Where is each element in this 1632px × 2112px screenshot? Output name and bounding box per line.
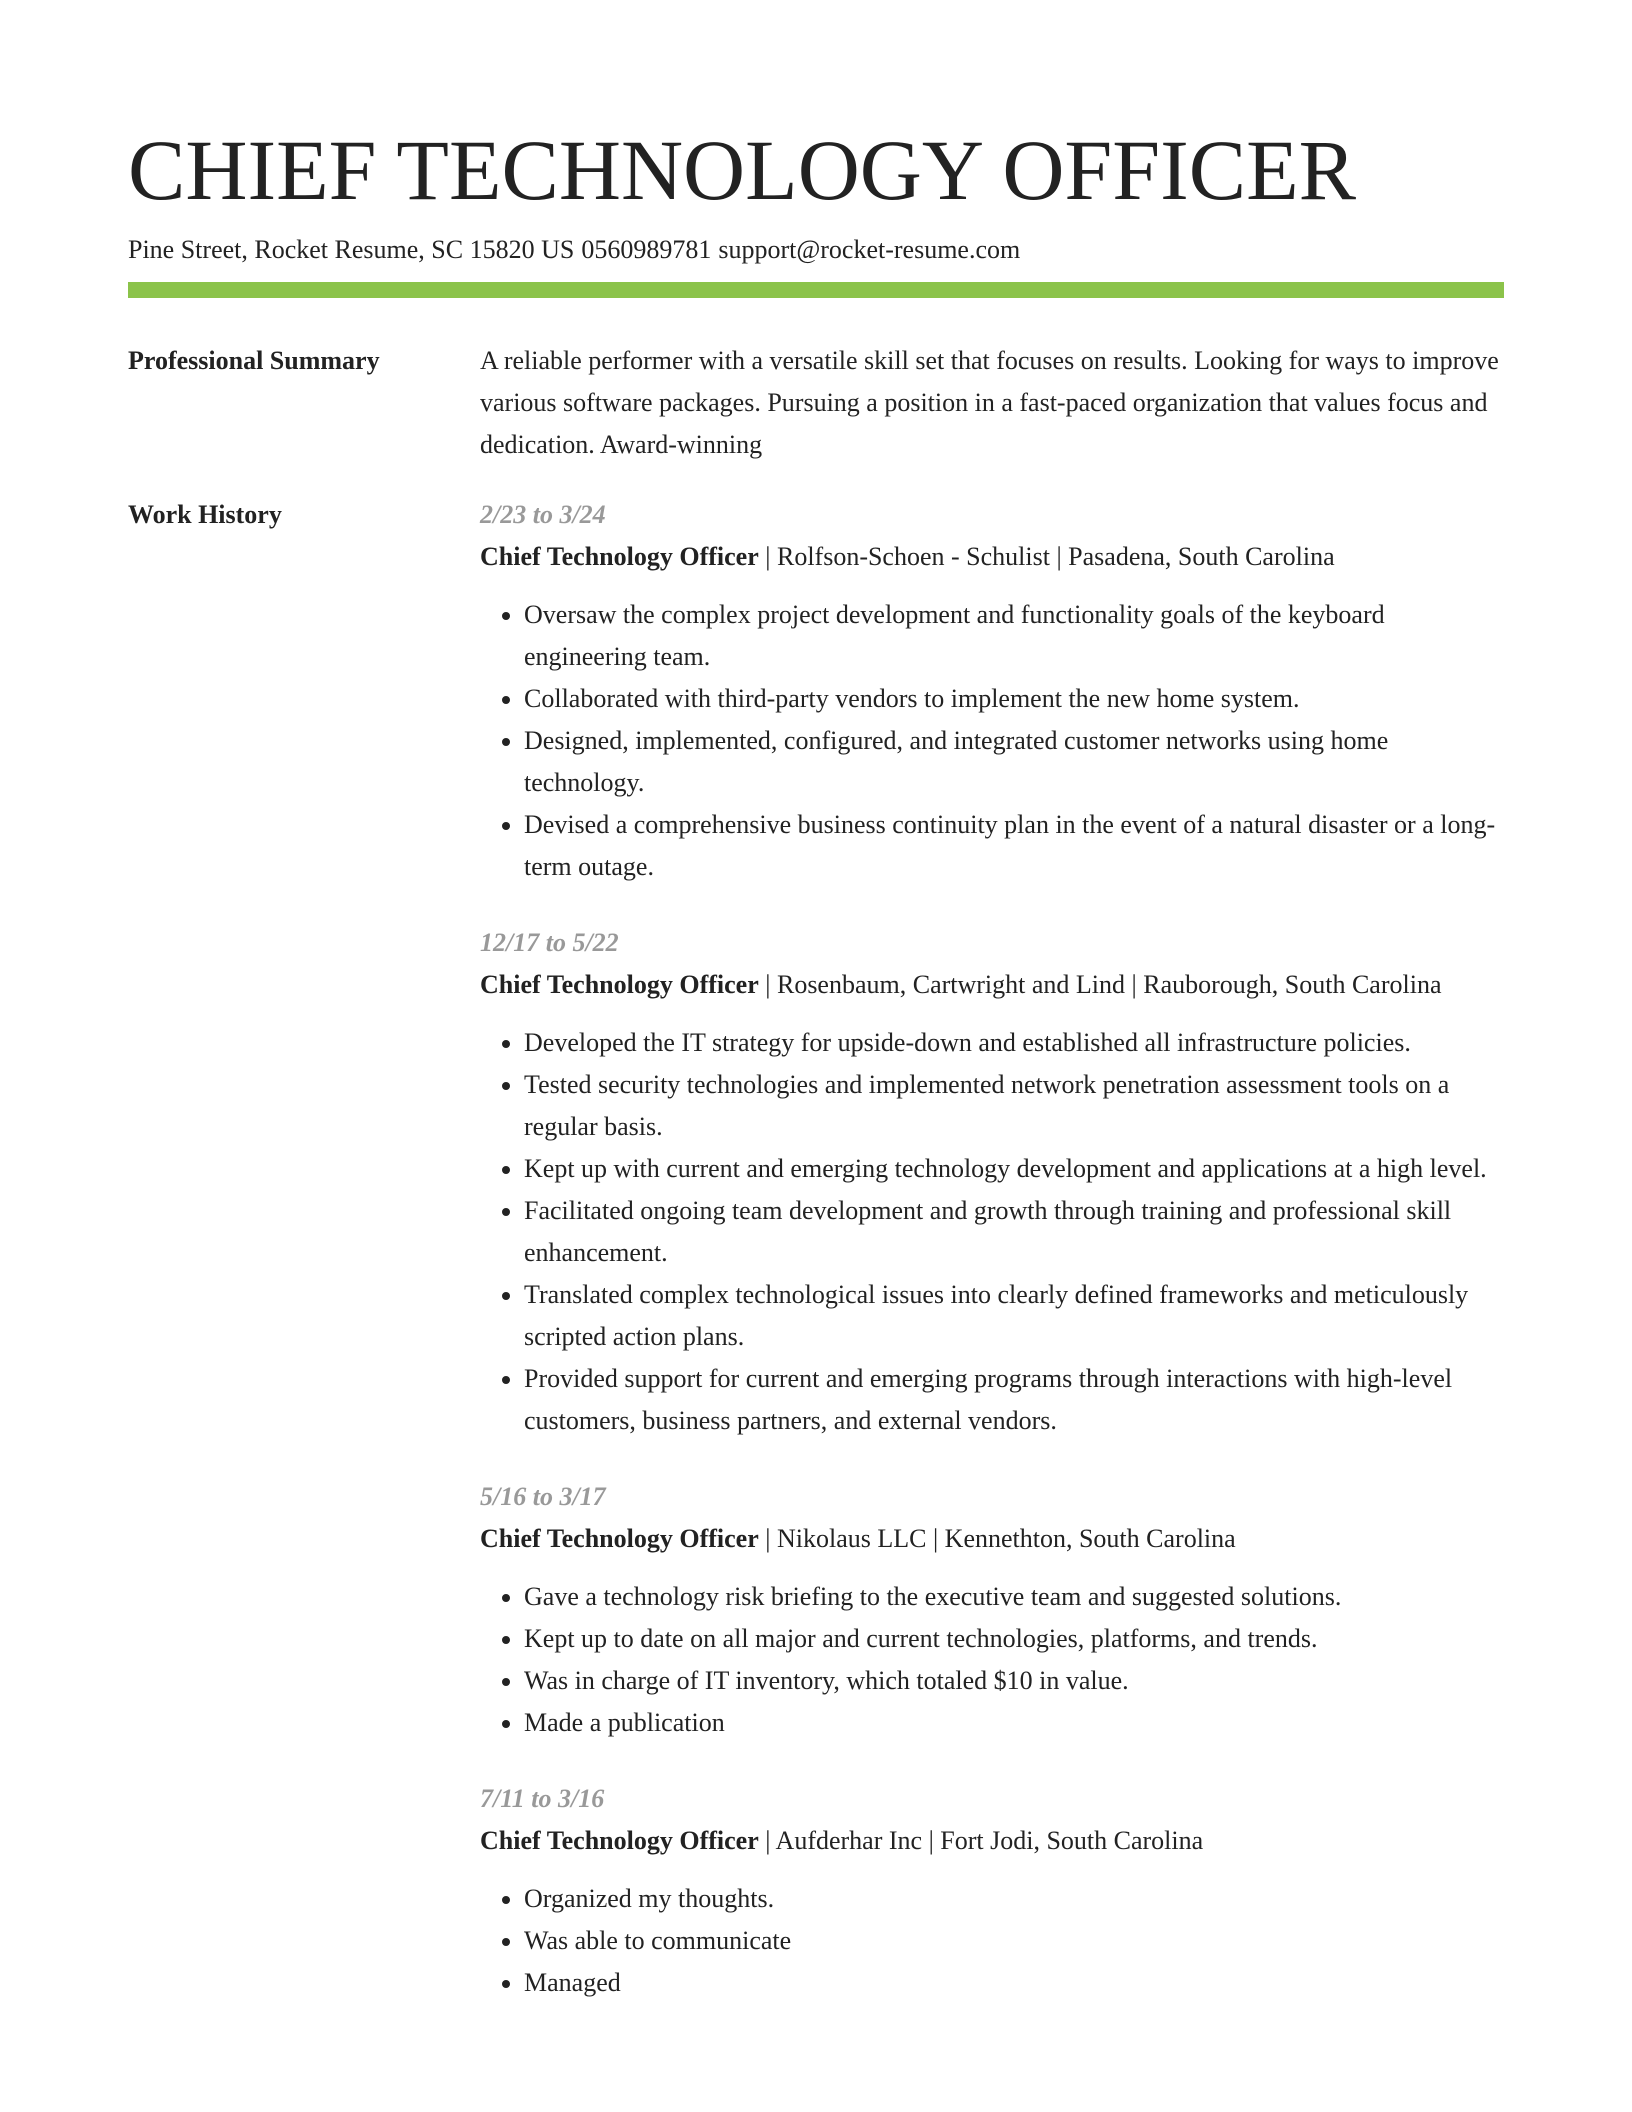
work-history-label: Work History — [128, 500, 282, 529]
job-dates: 2/23 to 3/24 — [480, 500, 606, 529]
job-bullet: • Designed, implemented, configured, and integrated customer networks using home technology. — [524, 720, 1504, 804]
job-bullet-list — [480, 1022, 1504, 1442]
job-title: Chief Technology Officer — [480, 1826, 759, 1855]
job-company-location: | Aufderhar Inc | Fort Jodi, South Carolina — [758, 1826, 1204, 1855]
work-history-section — [128, 502, 1504, 2038]
job-heading — [480, 536, 1504, 578]
job-bullet-list — [480, 1878, 1504, 2004]
summary-label: Professional Summary — [128, 346, 380, 375]
job-bullet: • Developed the IT strategy for upside-down and established all infrastructure policies. — [524, 1022, 1504, 1064]
phone: 0560989781 — [581, 235, 712, 264]
job-bullet: • Facilitated ongoing team development and growth through training and professional skill enhancement. — [524, 1190, 1504, 1274]
job-entry — [480, 1476, 1504, 1744]
job-bullet: • Tested security technologies and implemented network penetration assessment tools on a regular basis. — [524, 1064, 1504, 1148]
summary-body — [480, 340, 1504, 466]
job-bullet: • Gave a technology risk briefing to the executive team and suggested solutions. — [524, 1576, 1504, 1618]
job-bullet: • Was in charge of IT inventory, which totaled $10 in value. — [524, 1660, 1504, 1702]
job-company-location: | Nikolaus LLC | Kennethton, South Carolina — [758, 1524, 1236, 1553]
job-bullet: • Managed — [524, 1962, 1504, 2004]
job-bullet: • Organized my thoughts. — [524, 1878, 1504, 1920]
job-bullet: • Was able to communicate — [524, 1920, 1504, 1962]
job-entry — [480, 494, 1504, 888]
job-company-location: | Rolfson-Schoen - Schulist | Pasadena, South Carolina — [758, 542, 1335, 571]
job-bullet-list — [480, 594, 1504, 888]
job-heading — [480, 1820, 1504, 1862]
job-bullet: • Made a publication — [524, 1702, 1504, 1744]
job-bullet: • Oversaw the complex project development and functionality goals of the keyboard engineering team. — [524, 594, 1504, 678]
job-bullet: • Provided support for current and emerging programs through interactions with high-level customers, business partners, and external vendors. — [524, 1358, 1504, 1442]
job-dates: 12/17 to 5/22 — [480, 928, 619, 957]
email: support@rocket-resume.com — [718, 235, 1021, 264]
job-company-location: | Rosenbaum, Cartwright and Lind | Rauborough, South Carolina — [758, 970, 1442, 999]
resume-page — [128, 120, 1504, 2038]
job-bullet: • Kept up with current and emerging technology development and applications at a high level. — [524, 1148, 1504, 1190]
address: Pine Street, Rocket Resume, SC 15820 US — [128, 235, 575, 264]
job-dates: 7/11 to 3/16 — [480, 1784, 605, 1813]
job-entry — [480, 922, 1504, 1442]
job-bullet: • Collaborated with third-party vendors to implement the new home system. — [524, 678, 1504, 720]
job-heading — [480, 1518, 1504, 1560]
contact-line — [128, 232, 1504, 268]
summary-section — [128, 348, 1504, 466]
summary-text: A reliable performer with a versatile skill set that focuses on results. Looking for ways to improve various software packages. Pursuing a position in a fast-paced organization that values focus and dedication. Award-winning — [480, 346, 1499, 459]
job-bullet-list — [480, 1576, 1504, 1744]
work-history-body — [480, 494, 1504, 2038]
accent-divider — [128, 282, 1504, 298]
job-heading — [480, 964, 1504, 1006]
job-dates: 5/16 to 3/17 — [480, 1482, 606, 1511]
job-title: Chief Technology Officer — [480, 970, 759, 999]
job-bullet: • Devised a comprehensive business continuity plan in the event of a natural disaster or a long-term outage. — [524, 804, 1504, 888]
resume-title: CHIEF TECHNOLOGY OFFICER — [128, 122, 1356, 218]
job-bullet: • Translated complex technological issues into clearly defined frameworks and meticulously scripted action plans. — [524, 1274, 1504, 1358]
job-title: Chief Technology Officer — [480, 542, 759, 571]
job-bullet: • Kept up to date on all major and current technologies, platforms, and trends. — [524, 1618, 1504, 1660]
job-entry — [480, 1778, 1504, 2004]
job-title: Chief Technology Officer — [480, 1524, 759, 1553]
